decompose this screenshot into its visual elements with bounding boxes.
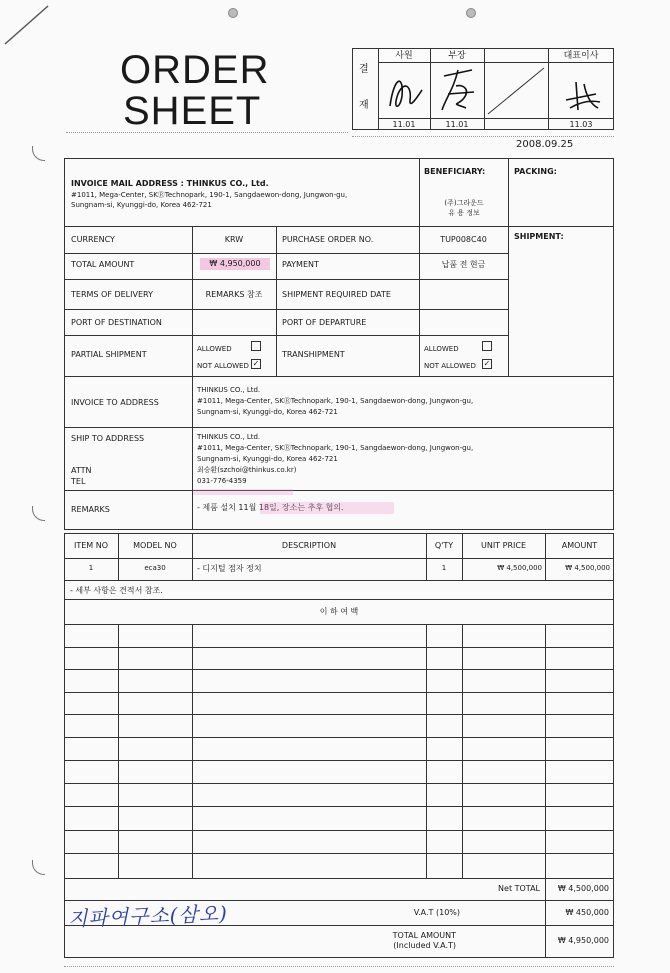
payment-label: PAYMENT <box>282 260 319 269</box>
invoice-mail-address-line1: #1011, Mega-Center, SKⓇTechnopark, 190-1, Sangdaewon-dong, Jungwon-gu, <box>71 191 348 199</box>
total-amount-label-2: (Included V.A.T) <box>393 941 456 950</box>
ship-to-line2: #1011, Mega-Center, SKⓇTechnopark, 190-1, Sangdaewon-dong, Jungwon-gu, <box>197 444 474 452</box>
net-total-label: Net TOTAL <box>498 884 540 893</box>
net-total-value: ₩ 4,500,000 <box>557 884 609 893</box>
page-title-line2: SHEET <box>123 89 262 133</box>
partial-allowed-checkbox[interactable] <box>251 341 261 351</box>
punch-hole-left <box>228 8 238 18</box>
purchase-order-value: TUP008C40 <box>440 235 487 244</box>
ship-to-line3: Sungnam-si, Kyunggi-do, Korea 462-721 <box>197 455 338 463</box>
page-title-line1: ORDER <box>120 48 270 92</box>
amount-cell: ₩ 4,500,000 <box>565 564 610 572</box>
trans-allowed-label: ALLOWED <box>424 345 459 353</box>
ship-to-attn: 최승환(szchoi@thinkus.co.kr) <box>197 466 297 474</box>
approval-date-staff: 11.01 <box>392 120 416 129</box>
approval-role-ceo: 대표이사 <box>563 51 599 61</box>
vat-label: V.A.T (10%) <box>413 908 460 917</box>
invoice-mail-address-label: INVOICE MAIL ADDRESS : THINKUS CO., Ltd. <box>71 179 269 188</box>
port-of-destination-label: PORT OF DESTINATION <box>71 318 162 327</box>
note-line: - 세부 사항은 견적서 참조. <box>70 586 163 595</box>
shipment-required-date-label: SHIPMENT REQUIRED DATE <box>282 290 391 299</box>
binding-mark-top <box>32 146 45 161</box>
order-form-frame <box>64 533 614 958</box>
col-item-no: ITEM NO <box>73 541 109 550</box>
approval-date-ceo: 11.03 <box>569 120 593 129</box>
approval-side-label-1: 결 <box>359 64 369 75</box>
col-model-no: MODEL NO <box>133 541 177 550</box>
invoice-to-line3: Sungnam-si, Kyunggi-do, Korea 462-721 <box>197 408 338 416</box>
grand-total-value: ₩ 4,950,000 <box>557 936 609 945</box>
partial-not-allowed-checkbox[interactable]: ✓ <box>252 359 260 368</box>
tel-highlight <box>193 489 293 495</box>
total-amount-label-1: TOTAL AMOUNT <box>392 931 456 940</box>
payment-value: 납품 전 현금 <box>441 260 486 269</box>
remarks-label: REMARKS <box>71 505 110 514</box>
signature-staff <box>384 66 426 116</box>
ship-to-tel: 031-776-4359 <box>197 477 247 485</box>
partial-shipment-label: PARTIAL SHIPMENT <box>71 350 147 359</box>
ship-to-line1: THINKUS CO., Ltd. <box>197 433 261 441</box>
packing-label: PACKING: <box>514 167 557 176</box>
handwritten-note: 지파여구소(삼오) <box>67 901 229 931</box>
approval-side-label-2: 재 <box>359 100 369 111</box>
signature-manager <box>436 64 480 116</box>
trans-not-allowed-checkbox[interactable]: ✓ <box>483 359 491 368</box>
port-of-departure-label: PORT OF DEPARTURE <box>282 318 367 327</box>
shipment-label: SHIPMENT: <box>514 232 564 241</box>
scan-stroke-mark <box>0 0 60 50</box>
beneficiary-label: BENEFICIARY: <box>424 167 486 176</box>
invoice-to-line2: #1011, Mega-Center, SKⓇTechnopark, 190-1, Sangdaewon-dong, Jungwon-gu, <box>197 397 474 405</box>
approval-role-manager: 부장 <box>448 51 466 61</box>
tel-label: TEL <box>71 477 86 486</box>
order-form-frame <box>64 158 614 530</box>
ship-to-label: SHIP TO ADDRESS <box>71 434 145 443</box>
col-unit-price: UNIT PRICE <box>480 541 526 550</box>
col-qty: Q'TY <box>434 541 454 550</box>
col-amount: AMOUNT <box>561 541 598 550</box>
binding-mark-middle <box>32 506 45 521</box>
total-amount-value: ₩ 4,950,000 <box>200 258 270 270</box>
invoice-to-label: INVOICE TO ADDRESS <box>71 398 159 407</box>
remarks-value: - 제품 설치 11월 18일, 장소는 추후 협의. <box>197 503 344 512</box>
trans-not-allowed-label: NOT ALLOWED <box>424 362 476 370</box>
signature-ceo <box>560 70 604 116</box>
attn-label: ATTN <box>71 466 92 475</box>
purchase-order-label: PURCHASE ORDER NO. <box>282 235 374 244</box>
model-no-cell: eca30 <box>144 564 166 572</box>
vat-value: ₩ 450,000 <box>565 908 609 917</box>
col-description: DESCRIPTION <box>281 541 337 550</box>
currency-value: KRW <box>224 235 244 244</box>
qty-cell: 1 <box>441 564 447 572</box>
beneficiary-line2: 유 용 정보 <box>448 209 480 217</box>
document-date: 2008.09.25 <box>516 139 574 150</box>
partial-not-allowed-label: NOT ALLOWED <box>197 362 249 370</box>
punch-hole-right <box>466 8 476 18</box>
description-cell: - 디지털 점자 정치 <box>197 564 262 573</box>
currency-label: CURRENCY <box>71 235 115 244</box>
approval-role-staff: 사원 <box>395 51 413 61</box>
invoice-to-line1: THINKUS CO., Ltd. <box>197 386 261 394</box>
unit-price-cell: ₩ 4,500,000 <box>497 564 542 572</box>
partial-allowed-label: ALLOWED <box>197 345 232 353</box>
approval-date-manager: 11.01 <box>445 120 469 129</box>
total-amount-label: TOTAL AMOUNT <box>71 260 135 269</box>
transhipment-label: TRANSHIPMENT <box>282 350 345 359</box>
invoice-mail-address-line2: Sungnam-si, Kyunggi-do, Korea 462-721 <box>71 201 212 209</box>
terms-of-delivery-value: REMARKS 참조 <box>205 290 263 299</box>
remarks-highlight <box>260 502 394 514</box>
blank-rest-text: 이 하 여 백 <box>319 607 359 616</box>
terms-of-delivery-label: TERMS OF DELIVERY <box>71 290 153 299</box>
trans-allowed-checkbox[interactable] <box>482 341 492 351</box>
beneficiary-line1: (주)그라운드 <box>444 199 484 207</box>
binding-mark-bottom <box>32 860 45 875</box>
title-rule <box>66 132 348 134</box>
item-no-cell: 1 <box>88 564 94 572</box>
slash-mark <box>484 62 548 118</box>
